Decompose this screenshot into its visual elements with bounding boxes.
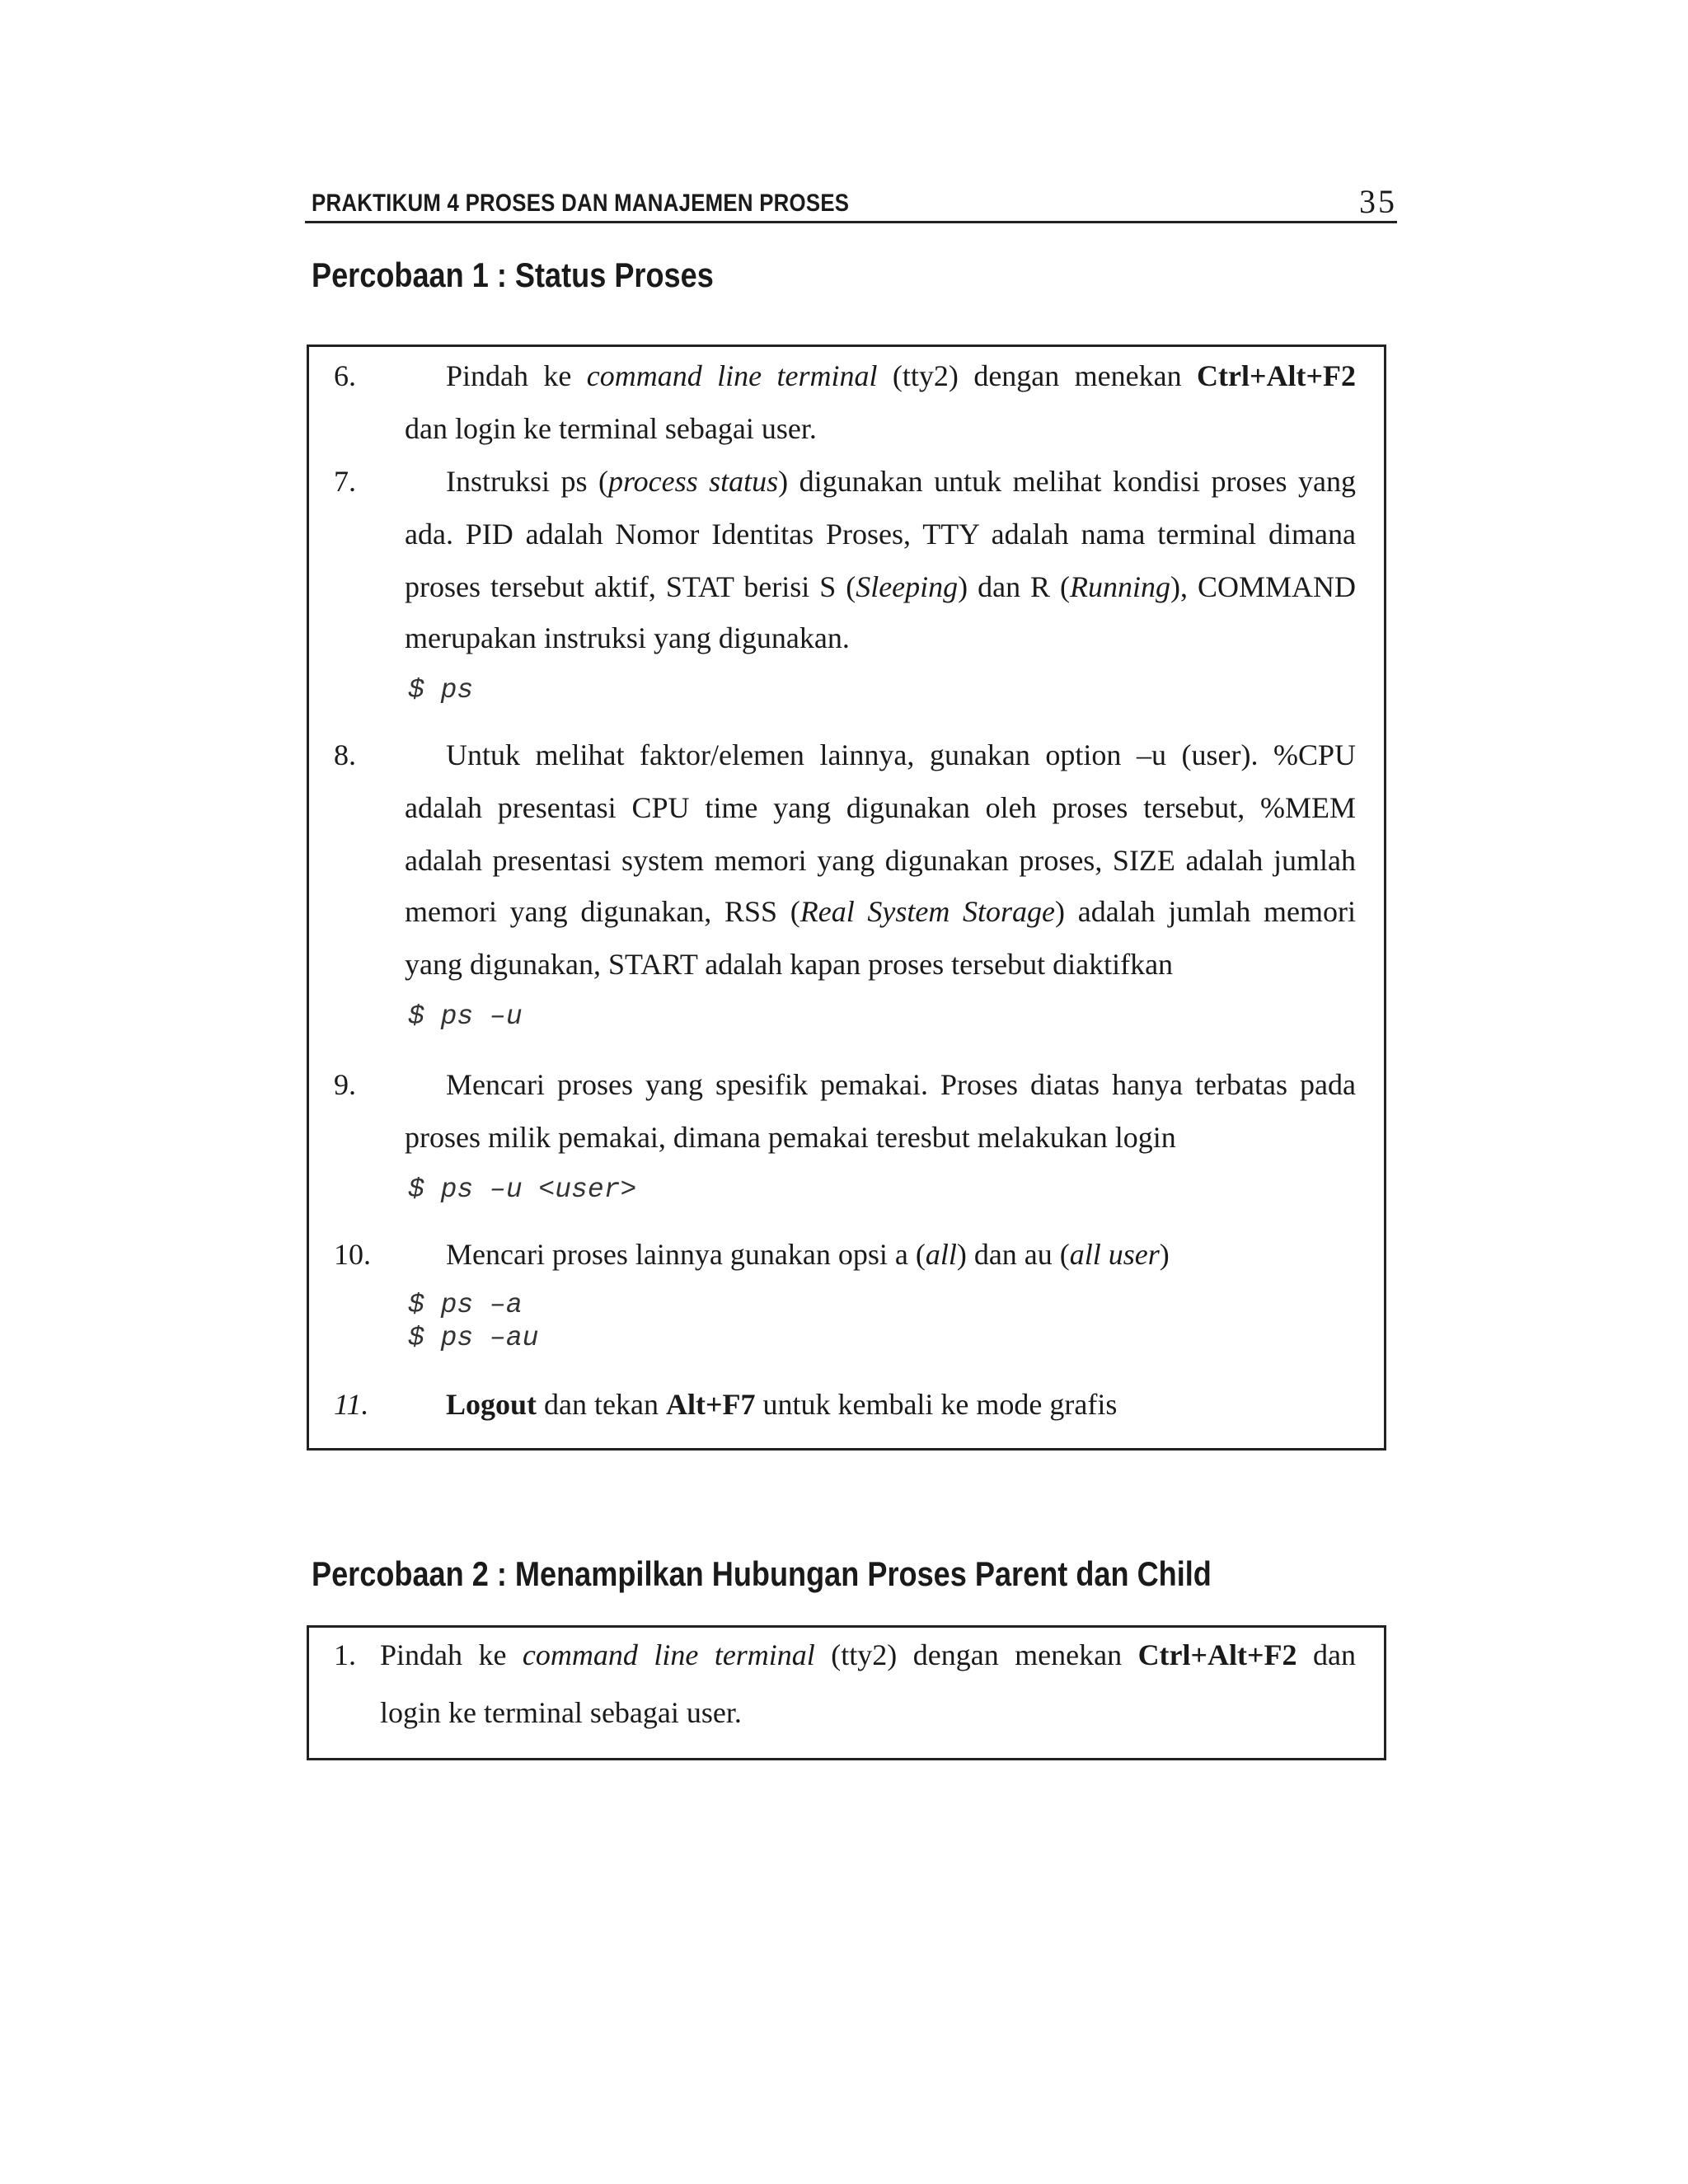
item-text-line: yang digunakan, START adalah kapan proses tersebut diaktifkan <box>405 948 1174 981</box>
item-number: 10. <box>334 1238 371 1271</box>
item-number: 9. <box>334 1068 356 1101</box>
item-number: 8. <box>334 738 356 771</box>
section-2-box <box>307 1625 1386 1760</box>
code-command: $ ps –u <user> <box>408 1174 637 1205</box>
item-text-line: Mencari proses lainnya gunakan opsi a (all) dan au (all user) <box>446 1238 1170 1271</box>
item-number: 1. <box>334 1638 356 1671</box>
item-text-line: login ke terminal sebagai user. <box>380 1696 742 1729</box>
item-text-line: Mencari proses yang spesifik pemakai. Proses diatas hanya terbatas pada <box>446 1068 1356 1101</box>
item-text-line: adalah presentasi system memori yang digunakan proses, SIZE adalah jumlah <box>405 844 1356 877</box>
code-command: $ ps –au <box>408 1323 539 1353</box>
item-text-line: Untuk melihat faktor/elemen lainnya, gunakan option –u (user). %CPU <box>446 738 1356 771</box>
item-text-line: Instruksi ps (process status) digunakan untuk melihat kondisi proses yang <box>446 465 1356 498</box>
item-text-line: dan login ke terminal sebagai user. <box>405 412 817 445</box>
item-text-line: proses milik pemakai, dimana pemakai teresbut melakukan login <box>405 1121 1176 1154</box>
section-heading-2: Percobaan 2 : Menampilkan Hubungan Proses Parent dan Child <box>312 1554 1212 1593</box>
item-number: 11. <box>334 1388 369 1421</box>
item-number: 7. <box>334 465 356 498</box>
section-heading-1: Percobaan 1 : Status Proses <box>312 255 714 294</box>
item-text-line: merupakan instruksi yang digunakan. <box>405 621 850 654</box>
item-text-line: adalah presentasi CPU time yang digunakan oleh proses tersebut, %MEM <box>405 791 1356 824</box>
header-title: PRAKTIKUM 4 PROSES DAN MANAJEMEN PROSES <box>312 190 850 217</box>
section-1-box <box>307 344 1386 1451</box>
code-command: $ ps –a <box>408 1290 523 1320</box>
page-header <box>305 181 1397 223</box>
item-text-line: Pindah ke command line terminal (tty2) dengan menekan Ctrl+Alt+F2 dan <box>380 1638 1356 1671</box>
item-text-line: Logout dan tekan Alt+F7 untuk kembali ke mode grafis <box>446 1388 1118 1421</box>
item-text-line: ada. PID adalah Nomor Identitas Proses, TTY adalah nama terminal dimana <box>405 518 1356 551</box>
item-text-line: memori yang digunakan, RSS (Real System Storage) adalah jumlah memori <box>405 895 1356 928</box>
code-command: $ ps <box>408 675 474 705</box>
item-text-line: Pindah ke command line terminal (tty2) dengan menekan Ctrl+Alt+F2 <box>446 359 1356 392</box>
item-number: 6. <box>334 359 356 392</box>
code-command: $ ps –u <box>408 1001 523 1032</box>
item-text-line: proses tersebut aktif, STAT berisi S (Sleeping) dan R (Running), COMMAND <box>405 570 1357 603</box>
page-number: 35 <box>1359 183 1397 220</box>
